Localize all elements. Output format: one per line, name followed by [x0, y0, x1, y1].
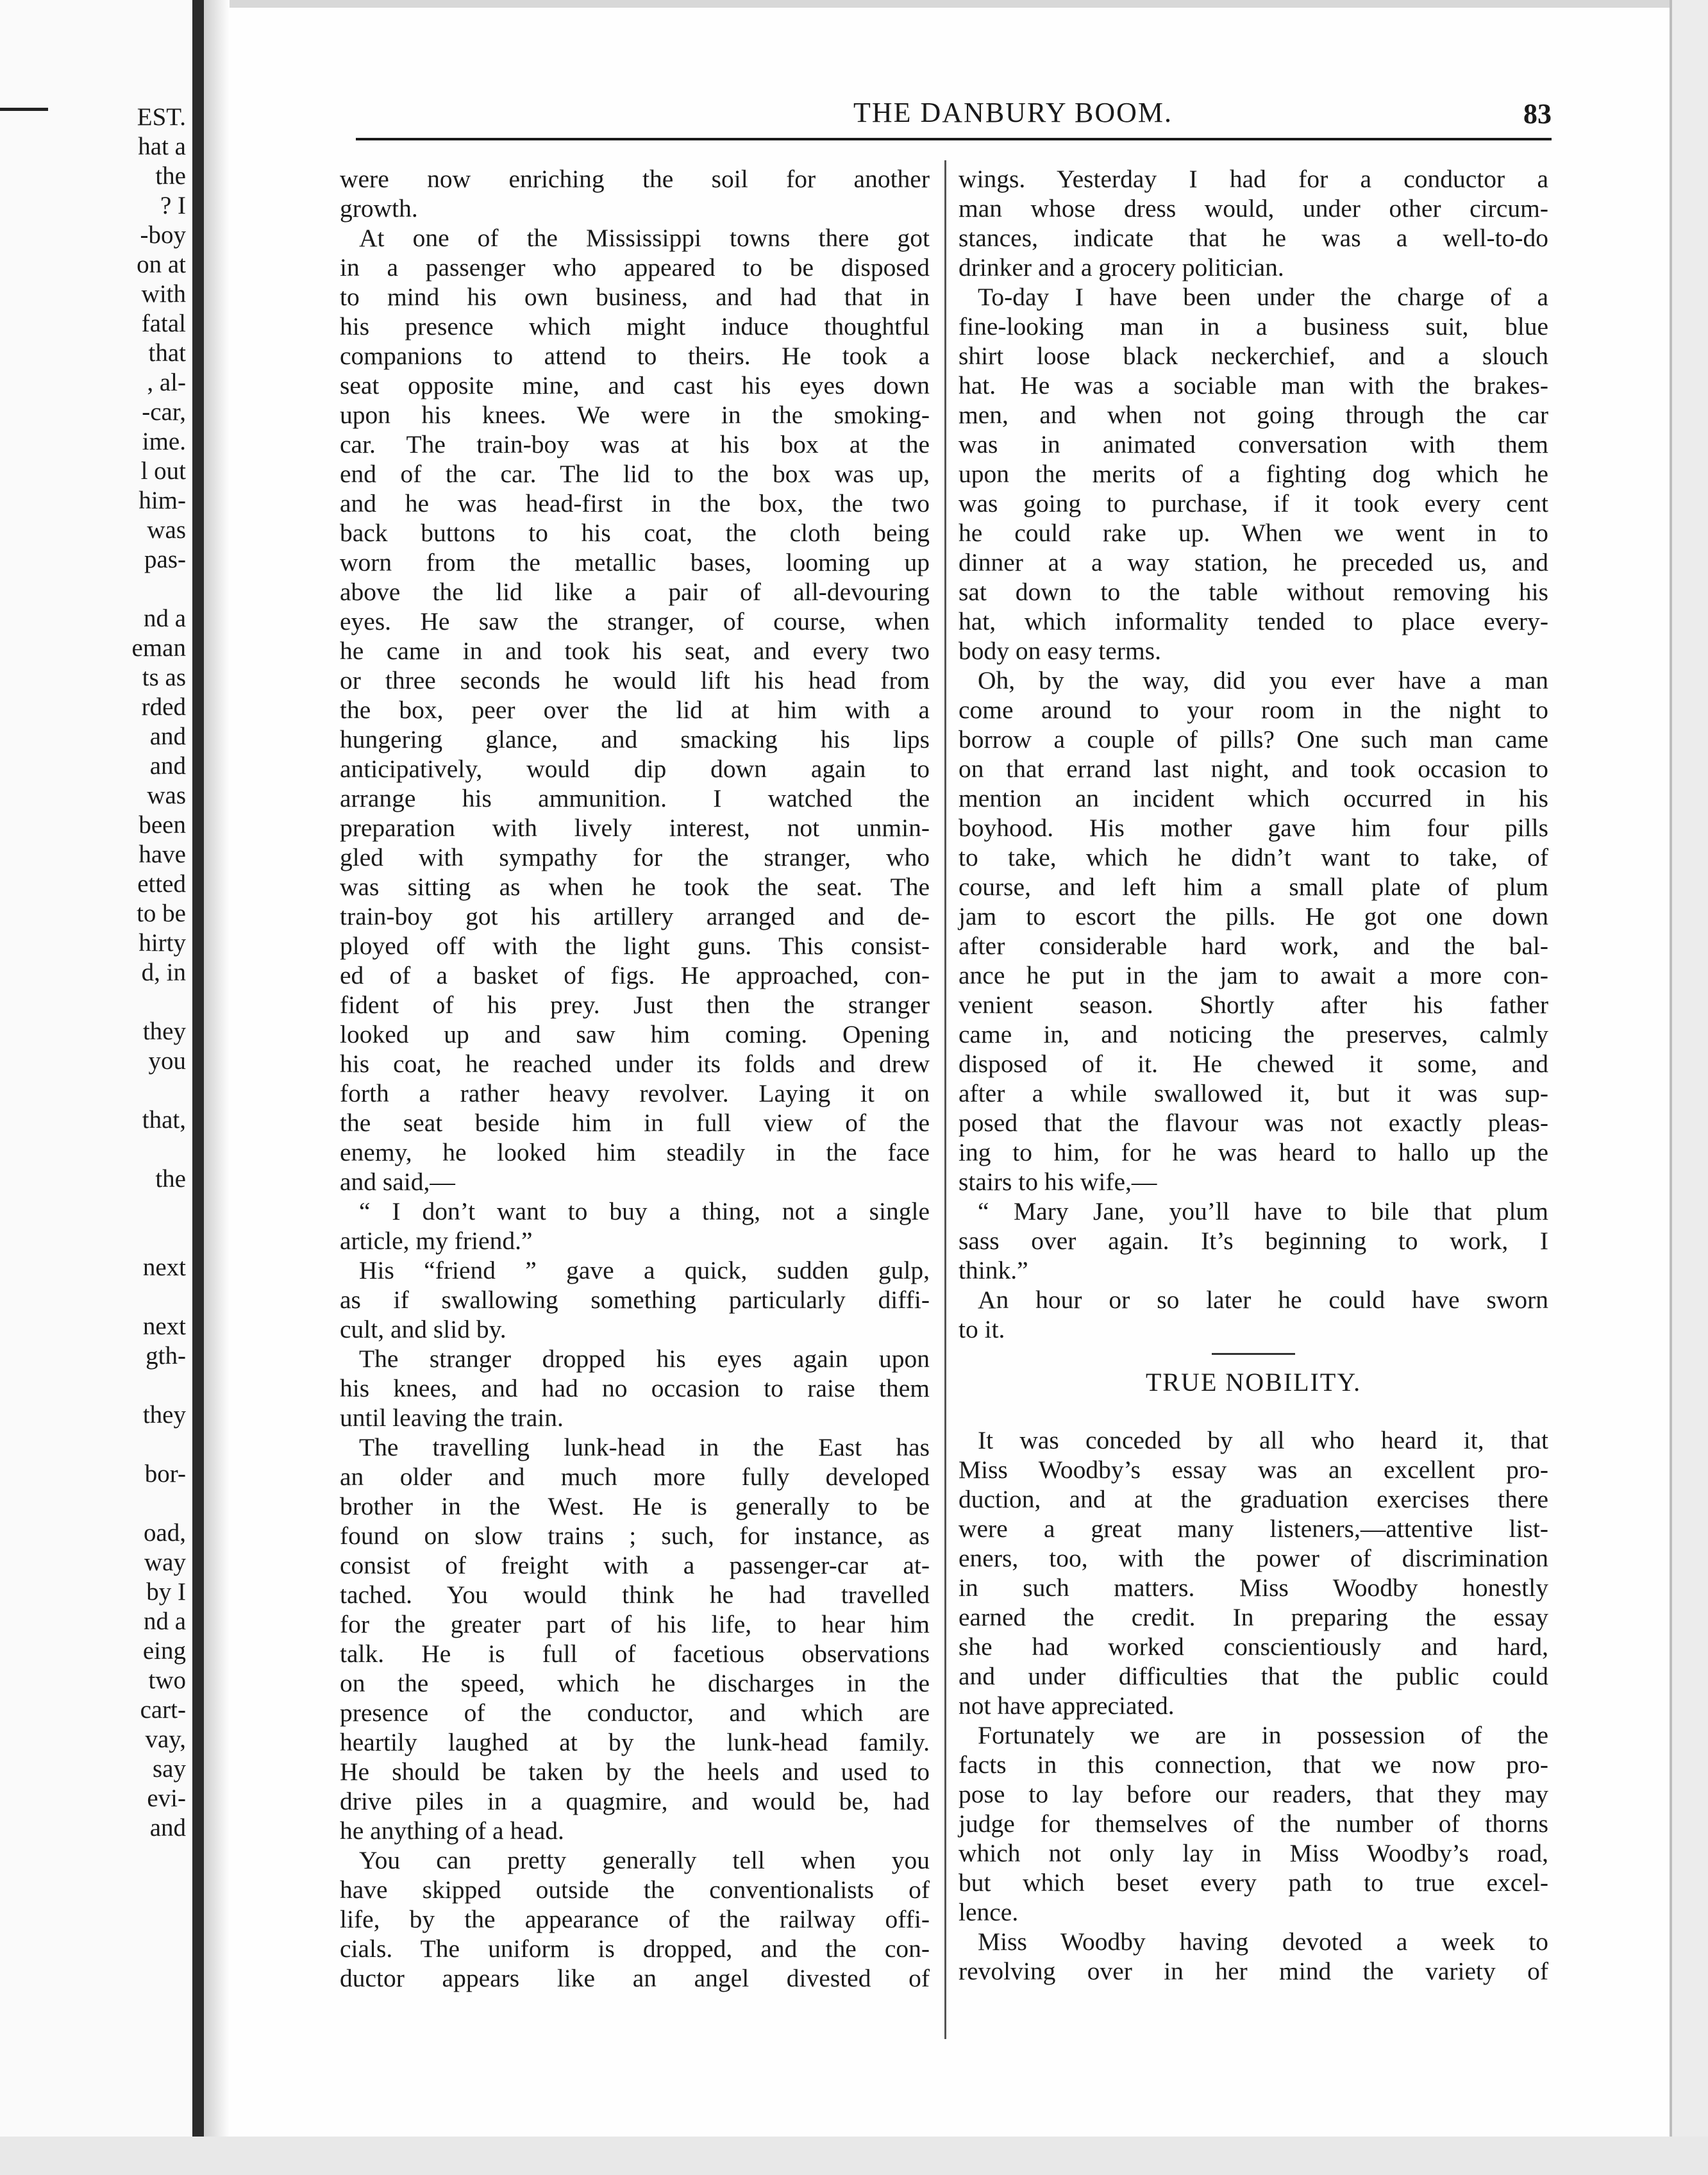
text-line: his coat, he reached under its folds and drew — [340, 1050, 930, 1078]
text-line: hat. He was a sociable man with the brakes- — [959, 371, 1548, 399]
text-line: earned the credit. In preparing the essay — [959, 1603, 1548, 1631]
text-line: growth. — [340, 194, 418, 223]
text-line: anticipatively, would dip down again to — [340, 755, 930, 783]
text-line: and he was head-first in the box, the two — [340, 489, 930, 517]
text-line: an older and much more fully developed — [340, 1463, 930, 1491]
page-right-edge — [1670, 0, 1708, 2175]
right-column — [959, 164, 1548, 1986]
previous-page-fragment: that, — [142, 1106, 186, 1134]
previous-page-fragment: oad, — [143, 1519, 186, 1547]
text-line: was going to purchase, if it took every cent — [959, 489, 1548, 517]
previous-page-fragment: etted — [137, 870, 186, 898]
text-line: in such matters. Miss Woodby honestly — [959, 1574, 1548, 1602]
text-line: have skipped outside the conventionalists of — [340, 1876, 930, 1904]
text-line: cials. The uniform is dropped, and the con- — [340, 1935, 930, 1963]
text-line: duction, and at the graduation exercises there — [959, 1485, 1548, 1513]
page-number: 83 — [1523, 98, 1552, 130]
text-line: on the speed, which he discharges in the — [340, 1669, 930, 1697]
text-line: ance he put in the jam to await a more con- — [959, 961, 1548, 989]
right-column-text-bottom — [959, 1425, 1548, 1986]
previous-page-fragment: two — [148, 1667, 186, 1694]
text-line: seat opposite mine, and cast his eyes down — [340, 371, 930, 399]
text-line: disposed of it. He chewed it some, and — [959, 1050, 1548, 1078]
right-column-text-top — [959, 164, 1548, 1344]
section-divider — [1212, 1353, 1295, 1355]
previous-page-fragment: and — [149, 1814, 186, 1842]
text-line: fident of his prey. Just then the stranger — [340, 991, 930, 1019]
text-line: found on slow trains ; such, for instance, as — [340, 1522, 930, 1550]
text-line: presence of the conductor, and which are — [340, 1699, 930, 1727]
previous-page-fragment: next — [142, 1254, 186, 1281]
text-line: talk. He is full of facetious observations — [340, 1640, 930, 1668]
previous-page-fragment: was — [147, 516, 186, 544]
text-line: pose to lay before our readers, that they may — [959, 1780, 1548, 1808]
text-line: course, and left him a small plate of plum — [959, 873, 1548, 901]
text-line: The stranger dropped his eyes again upon — [359, 1345, 930, 1373]
previous-page-fragment: -boy — [140, 221, 186, 249]
previous-page-fragment: bor- — [144, 1460, 186, 1488]
text-line: “ I don’t want to buy a thing, not a single — [359, 1197, 930, 1225]
previous-page-fragment: and — [149, 723, 186, 750]
header-rule — [356, 138, 1552, 140]
page-bottom-edge — [0, 2137, 1708, 2175]
text-line: brother in the West. He is generally to be — [340, 1492, 930, 1520]
text-line: come around to your room in the night to — [959, 696, 1548, 724]
text-line: stairs to his wife,— — [959, 1168, 1157, 1196]
previous-page-fragment: been — [138, 811, 186, 839]
text-line: The travelling lunk-head in the East has — [359, 1433, 930, 1461]
text-line: dinner at a way station, he preceded us, and — [959, 548, 1548, 576]
text-line: train-boy got his artillery arranged and de- — [340, 902, 930, 930]
section-title: TRUE NOBILITY. — [1145, 1368, 1362, 1397]
text-line: companions to attend to theirs. He took a — [340, 342, 930, 370]
previous-page-fragment: eman — [131, 634, 186, 662]
left-column — [340, 164, 930, 1993]
text-line: body on easy terms. — [959, 637, 1161, 665]
text-line: to mind his own business, and had that in — [340, 283, 930, 311]
text-line: revolving over in her mind the variety of — [959, 1957, 1548, 1985]
previous-page-fragment: eing — [142, 1637, 186, 1665]
text-line: ing to him, for he was heard to hallo up the — [959, 1138, 1548, 1166]
text-line: arrange his ammunition. I watched the — [340, 784, 930, 812]
text-line: as if swallowing something particularly diffi- — [340, 1286, 930, 1314]
text-line: or three seconds he would lift his head from — [340, 666, 930, 694]
text-line: preparation with lively interest, not unmin- — [340, 814, 930, 842]
text-line: and said,— — [340, 1168, 455, 1196]
previous-page-fragment: nd a — [143, 605, 186, 632]
text-line: he anything of a head. — [340, 1817, 564, 1845]
text-line: stances, indicate that he was a well-to-do — [959, 224, 1548, 252]
text-line: upon his knees. We were in the smoking- — [340, 401, 930, 429]
previous-page-fragment: with — [141, 280, 186, 308]
previous-page-fragment: , al- — [147, 369, 186, 396]
previous-page-fragment: to be — [137, 900, 186, 927]
previous-page-fragment: rded — [141, 693, 186, 721]
text-line: until leaving the train. — [340, 1404, 564, 1432]
previous-page-fragment: d, in — [141, 959, 186, 986]
previous-page-fragment: ime. — [142, 428, 186, 455]
previous-page-fragment: EST. — [137, 103, 186, 131]
text-line: in a passenger who appeared to be disposed — [340, 253, 930, 281]
text-line: above the lid like a pair of all-devouring — [340, 578, 930, 606]
text-line: which not only lay in Miss Woodby’s road, — [959, 1839, 1548, 1867]
text-line: hat, which informality tended to place every- — [959, 607, 1548, 635]
text-line: for the greater part of his life, to hear him — [340, 1610, 930, 1638]
running-title: THE DANBURY BOOM. — [853, 97, 1173, 128]
text-line: car. The train-boy was at his box at the — [340, 430, 930, 458]
text-line: Miss Woodby having devoted a week to — [978, 1927, 1548, 1956]
text-line: on that errand last night, and took occasion to — [959, 755, 1548, 783]
text-line: article, my friend.” — [340, 1227, 533, 1255]
text-line: cult, and slid by. — [340, 1315, 507, 1343]
text-line: An hour or so later he could have sworn — [978, 1286, 1548, 1314]
text-line: heartily laughed at by the lunk-head family. — [340, 1728, 930, 1756]
text-line: consist of freight with a passenger-car at- — [340, 1551, 930, 1579]
previous-page-fragment: hat a — [138, 133, 186, 160]
text-line: Fortunately we are in possession of the — [978, 1721, 1548, 1749]
book-gutter — [192, 0, 204, 2175]
text-line: “ Mary Jane, you’ll have to bile that plum — [978, 1197, 1548, 1225]
previous-page-fragment: have — [138, 841, 186, 868]
previous-page-fragment: way — [144, 1549, 186, 1576]
text-line: he could rake up. When we went in to — [959, 519, 1548, 547]
text-line: lence. — [959, 1898, 1019, 1926]
text-line: tached. You would think he had travelled — [340, 1581, 930, 1609]
text-line: to it. — [959, 1315, 1005, 1343]
previous-page-fragment: say — [153, 1755, 186, 1783]
text-line: and under difficulties that the public could — [959, 1662, 1548, 1690]
previous-page-fragment: him- — [138, 487, 186, 514]
text-line: forth a rather heavy revolver. Laying it on — [340, 1079, 930, 1107]
text-line: Miss Woodby’s essay was an excellent pro- — [959, 1456, 1548, 1484]
text-line: eners, too, with the power of discrimination — [959, 1544, 1548, 1572]
previous-page-fragment: the — [155, 1165, 186, 1193]
gutter-shadow — [204, 0, 230, 2175]
previous-page-fragment: by I — [146, 1578, 186, 1606]
previous-page-fragment: was — [147, 782, 186, 809]
text-line: looked up and saw him coming. Opening — [340, 1020, 930, 1048]
text-line: eyes. He saw the stranger, of course, when — [340, 607, 930, 635]
text-line: ductor appears like an angel divested of — [340, 1964, 930, 1992]
text-line: men, and when not going through the car — [959, 401, 1548, 429]
text-line: upon the merits of a fighting dog which he — [959, 460, 1548, 488]
previous-page-fragment: on at — [137, 251, 186, 278]
previous-page-fragment: and — [149, 752, 186, 780]
previous-page-fragment: ts as — [142, 664, 186, 691]
previous-page-fragment: ? I — [160, 192, 186, 219]
previous-page-fragment: the — [155, 162, 186, 190]
text-line: wings. Yesterday I had for a conductor a — [959, 165, 1548, 193]
previous-page-fragment: you — [148, 1047, 186, 1075]
text-line: ed of a basket of figs. He approached, con- — [340, 961, 930, 989]
previous-page-fragment: they — [142, 1401, 186, 1429]
text-line: It was conceded by all who heard it, that — [978, 1426, 1548, 1454]
text-line: ployed off with the light guns. This consist- — [340, 932, 930, 960]
text-line: were a great many listeners,—attentive list- — [959, 1515, 1548, 1543]
previous-page-fragment: vay, — [145, 1726, 186, 1753]
text-line: not have appreciated. — [959, 1692, 1175, 1720]
text-line: came in, and noticing the preserves, calmly — [959, 1020, 1548, 1048]
previous-page-fragment: l out — [140, 457, 186, 485]
text-line: boyhood. His mother gave him four pills — [959, 814, 1548, 842]
text-line: but which beset every path to true excel- — [959, 1868, 1548, 1897]
text-line: posed that the flavour was not exactly pleas- — [959, 1109, 1548, 1137]
text-line: worn from the metallic bases, looming up — [340, 548, 930, 576]
text-line: sat down to the table without removing his — [959, 578, 1548, 606]
text-line: judge for themselves of the number of thorns — [959, 1810, 1548, 1838]
text-line: he came in and took his seat, and every two — [340, 637, 930, 665]
text-line: His “friend ” gave a quick, sudden gulp, — [359, 1256, 930, 1284]
previous-page-fragment: fatal — [141, 310, 186, 337]
text-line: end of the car. The lid to the box was up, — [340, 460, 930, 488]
text-line: back buttons to his coat, the cloth being — [340, 519, 930, 547]
previous-page-fragment: cart- — [140, 1696, 186, 1724]
column-divider — [944, 160, 946, 2039]
text-line: Oh, by the way, did you ever have a man — [978, 666, 1548, 694]
text-line: sass over again. It’s beginning to work, I — [959, 1227, 1548, 1255]
text-line: was in animated conversation with them — [959, 430, 1548, 458]
text-line: You can pretty generally tell when you — [359, 1846, 930, 1874]
text-line: the box, peer over the lid at him with a — [340, 696, 930, 724]
text-line: she had worked conscientiously and hard, — [959, 1633, 1548, 1661]
previous-page-text — [0, 103, 186, 2026]
previous-page-fragment: next — [142, 1313, 186, 1340]
text-line: man whose dress would, under other circum- — [959, 194, 1548, 223]
top-edge-shadow — [0, 0, 1708, 8]
text-line: after a while swallowed it, but it was sup- — [959, 1079, 1548, 1107]
text-line: think.” — [959, 1256, 1028, 1284]
text-line: shirt loose black neckerchief, and a slouch — [959, 342, 1548, 370]
previous-page-fragment: they — [142, 1018, 186, 1045]
text-line: mention an incident which occurred in his — [959, 784, 1548, 812]
text-line: hungering glance, and smacking his lips — [340, 725, 930, 753]
text-line: He should be taken by the heels and used to — [340, 1758, 930, 1786]
text-line: facts in this connection, that we now pro- — [959, 1751, 1548, 1779]
text-line: the seat beside him in full view of the — [340, 1109, 930, 1137]
text-line: was sitting as when he took the seat. The — [340, 873, 930, 901]
previous-page-fragment: evi- — [147, 1785, 186, 1812]
text-line: gled with sympathy for the stranger, who — [340, 843, 930, 871]
text-line: to take, which he didn’t want to take, of — [959, 843, 1548, 871]
previous-page-fragment: nd a — [143, 1608, 186, 1635]
text-line: his presence which might induce thoughtful — [340, 312, 930, 340]
text-line: were now enriching the soil for another — [340, 165, 930, 193]
previous-page-fragment: -car, — [142, 398, 186, 426]
text-line: jam to escort the pills. He got one down — [959, 902, 1548, 930]
previous-page-fragment: hirty — [138, 929, 186, 957]
text-line: At one of the Mississippi towns there got — [359, 224, 930, 252]
text-line: venient season. Shortly after his father — [959, 991, 1548, 1019]
text-line: borrow a couple of pills? One such man came — [959, 725, 1548, 753]
text-line: fine-looking man in a business suit, blue — [959, 312, 1548, 340]
text-line: To-day I have been under the charge of a — [978, 283, 1548, 311]
previous-page-fragment: pas- — [144, 546, 186, 573]
text-line: drive piles in a quagmire, and would be, had — [340, 1787, 930, 1815]
text-line: drinker and a grocery politician. — [959, 253, 1284, 281]
previous-page-fragment: gth- — [146, 1342, 186, 1370]
text-line: after considerable hard work, and the bal- — [959, 932, 1548, 960]
text-line: enemy, he looked him steadily in the face — [340, 1138, 930, 1166]
text-line: life, by the appearance of the railway offi- — [340, 1905, 930, 1933]
text-line: his knees, and had no occasion to raise them — [340, 1374, 930, 1402]
previous-page-fragment: that — [148, 339, 186, 367]
